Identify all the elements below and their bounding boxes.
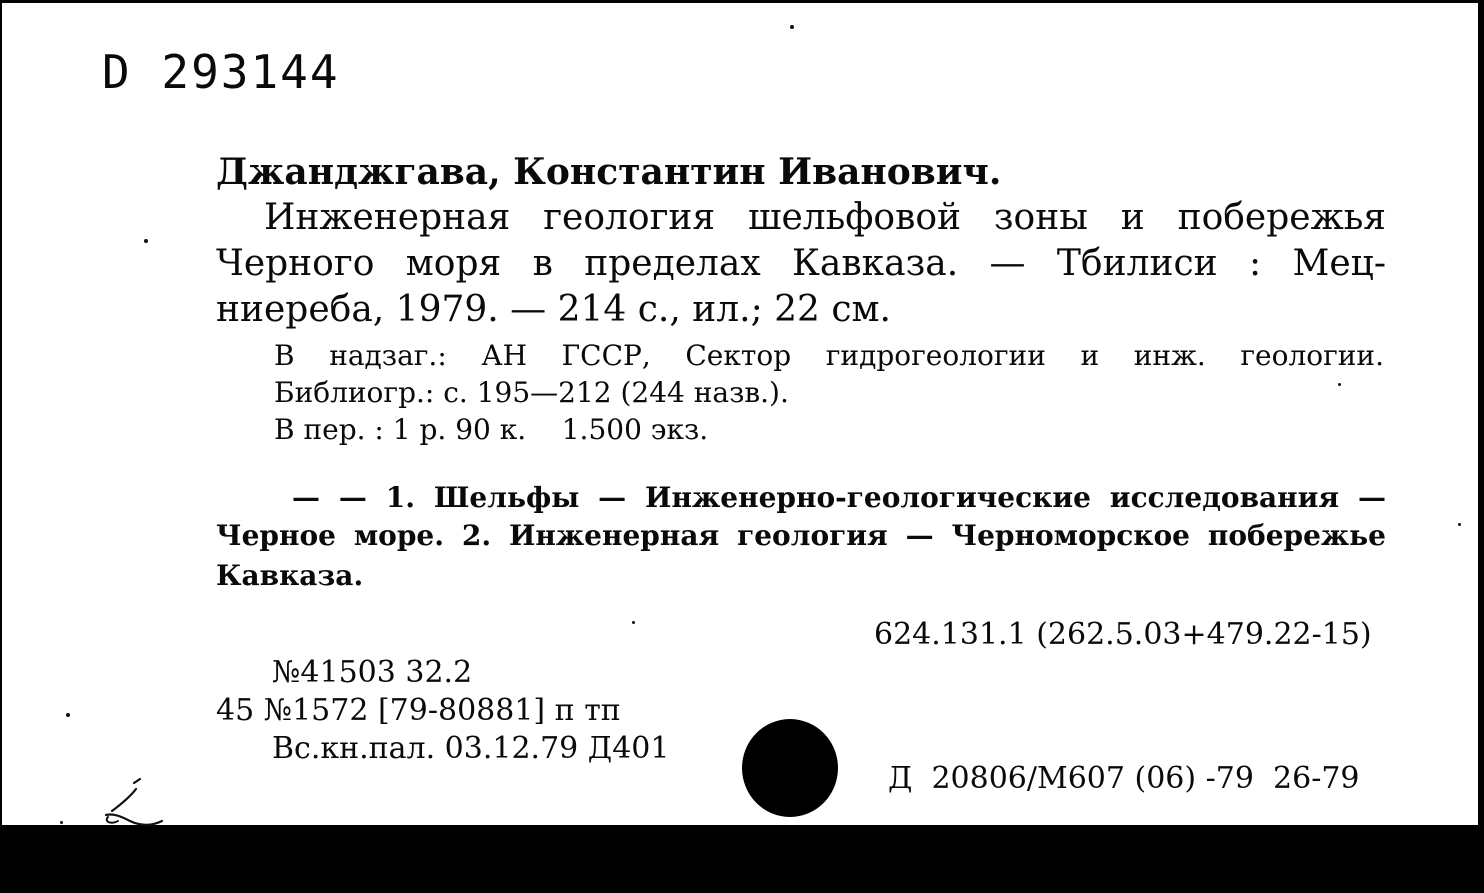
subject-line: Черное море. 2. Инженерная геология — Черноморское побережье	[216, 519, 1386, 552]
registration-line: 45 №1572 [79-80881] п тп	[216, 693, 621, 728]
note-line: В пер. : 1 р. 90 к. 1.500 экз.	[274, 413, 709, 446]
speck	[60, 821, 63, 824]
title-line: ниереба, 1979. — 214 с., ил.; 22 см.	[216, 289, 891, 330]
punch-hole-dot	[742, 719, 838, 817]
note-line: Библиогр.: с. 195—212 (244 назв.).	[274, 376, 789, 409]
registration-line: Вс.кн.пал. 03.12.79 Д401	[272, 731, 670, 766]
speck	[790, 25, 794, 29]
speck	[66, 713, 70, 717]
author-heading: Джанджгава, Константин Иванович.	[216, 151, 1002, 193]
inventory-number: D 293144	[102, 45, 340, 99]
card-paper	[2, 3, 1478, 825]
udc-index: 624.131.1 (262.5.03+479.22-15)	[874, 617, 1372, 652]
subject-line: Кавказа.	[216, 559, 364, 592]
print-code: Д 20806/М607 (06) -79 26-79	[888, 761, 1360, 796]
speck	[144, 239, 148, 243]
registration-line: №41503 32.2	[272, 655, 473, 690]
title-line: Черного моря в пределах Кавказа. — Тбилиси : Мец-	[216, 243, 1386, 284]
note-line: В надзаг.: АН ГССР, Сектор гидрогеологии и инж. геологии.	[274, 339, 1384, 372]
speck	[1458, 523, 1461, 526]
speck	[1338, 383, 1341, 386]
title-line: Инженерная геология шельфовой зоны и побережья	[264, 197, 1386, 238]
handwritten-mark	[100, 777, 170, 833]
subject-line: — — 1. Шельфы — Инженерно-геологические исследования —	[292, 481, 1386, 514]
speck	[632, 621, 635, 624]
